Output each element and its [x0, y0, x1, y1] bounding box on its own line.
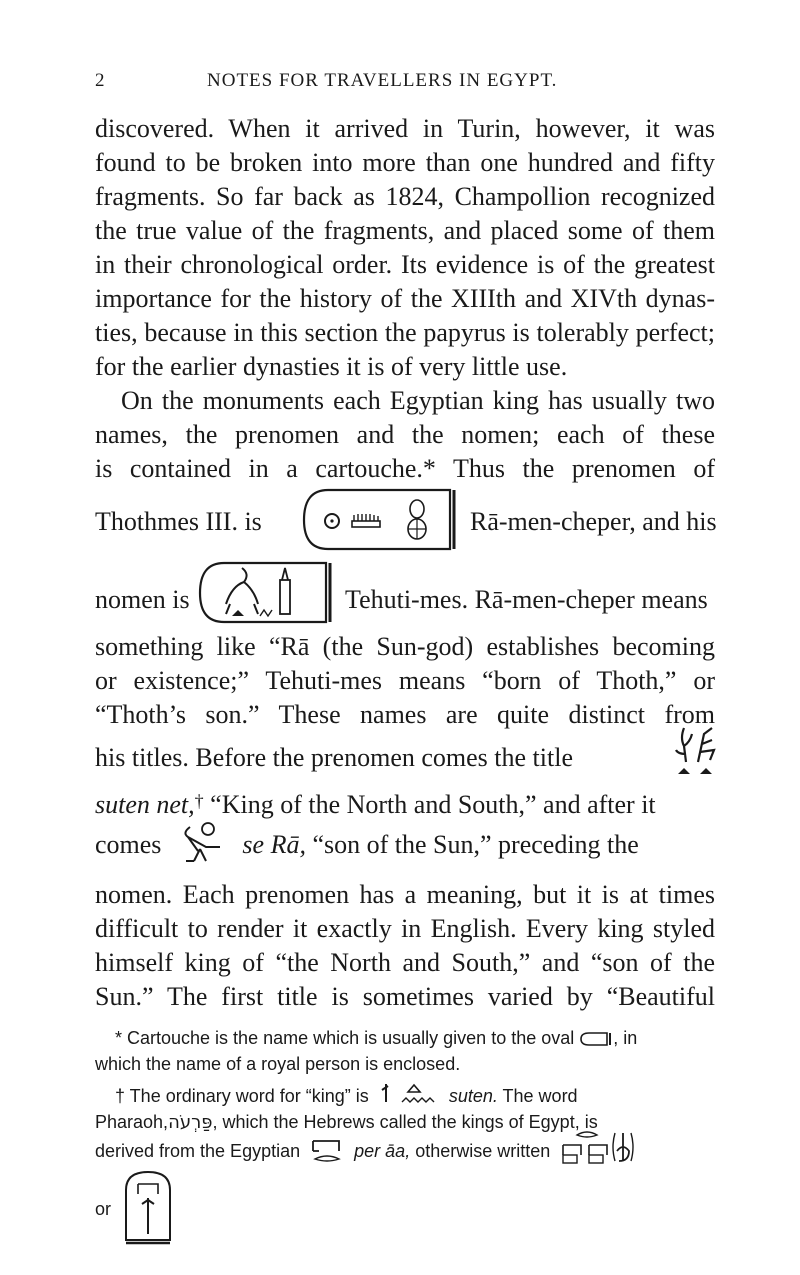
text-line: difficult to render it exactly in English. Every king styled [95, 914, 715, 943]
text-line: is contained in a cartouche.* Thus the prenomen of [95, 454, 715, 483]
per-aa-term: per āa, [354, 1141, 411, 1161]
text-line: something like “Rā (the Sun-god) establishes becoming [95, 632, 715, 661]
text-line: himself king of “the North and South,” and “son of the [95, 948, 715, 977]
text-segment: Pharaoh, [95, 1112, 169, 1132]
text-line: nomen. Each prenomen has a meaning, but it is at times [95, 880, 715, 909]
text-segment: The word [497, 1086, 578, 1106]
dagger-mark: † [194, 791, 204, 811]
se-ra-term: se Rā, [242, 830, 306, 859]
text-line: the true value of the fragments, and placed some of them [95, 216, 715, 245]
text-line: importance for the history of the XIIIth and XIVth dynas- [95, 284, 715, 313]
text-line: On the monuments each Egyptian king has usually two [121, 386, 715, 415]
text-line: fragments. So far back as 1824, Champollion recognized [95, 182, 715, 211]
prenomen-cartouche-icon [300, 487, 460, 553]
footnote-2-line-4 [95, 1196, 715, 1222]
suten-term: suten. [448, 1086, 498, 1106]
footnote-2-line-1 [95, 1083, 715, 1109]
cartouche-line-nomen-after: Tehuti-mes. Rā-men-cheper means [345, 585, 708, 614]
text-line: discovered. When it arrived in Turin, however, it was [95, 114, 715, 143]
text-line: “Thoth’s son.” These names are quite distinct from [95, 700, 715, 729]
text-line: or existence;” Tehuti-mes means “born of Thoth,” or [95, 666, 715, 695]
footnote-1-line-2: which the name of a royal person is enclosed. [95, 1054, 461, 1074]
page-number: 2 [95, 70, 106, 91]
suten-net-term: suten net, [95, 790, 195, 819]
per-aa-vertical-cartouche-icon [120, 1168, 176, 1246]
text-segment: or [95, 1199, 112, 1219]
cartouche-line-prenomen-after: Rā-men-cheper, and his [470, 507, 717, 536]
suten-net-hieroglyph-icon [674, 724, 716, 778]
text-segment: otherwise written [415, 1141, 551, 1161]
text-segment: , in [613, 1028, 638, 1048]
footnote-1-line-1 [95, 1025, 715, 1051]
text-segment: , which the Hebrews called the kings of Egypt, is [212, 1112, 598, 1132]
titles-line: his titles. Before the prenomen comes the title [95, 743, 573, 772]
text-line: in their chronological order. Its evidence is of the greatest [95, 250, 715, 279]
text-line: ties, because in this section the papyrus is tolerably perfect; [95, 318, 715, 347]
text-line: for the earlier dynasties it is of very little use. [95, 352, 568, 381]
text-segment: “King of the North and South,” and after it [203, 790, 656, 819]
text-line: Sun.” The first title is sometimes varied by “Beautiful [95, 982, 715, 1011]
se-ra-hieroglyph-icon [176, 819, 226, 865]
text-segment: * Cartouche is the name which is usually given to the oval [115, 1028, 575, 1048]
running-title: NOTES FOR TRAVELLERS IN EGYPT. [207, 70, 558, 91]
suten-line [95, 784, 715, 822]
se-ra-line [95, 828, 715, 865]
text-segment: comes [95, 830, 162, 859]
per-house-hieroglyph-icon [309, 1137, 345, 1163]
hebrew-pharaoh: פַּרְעֹה [168, 1112, 213, 1133]
footnote-2-line-3 [95, 1138, 715, 1165]
text-segment: † The ordinary word for “king” is [115, 1086, 369, 1106]
text-line: names, the prenomen and the nomen; each of these [95, 420, 715, 449]
text-segment: nomen is [95, 585, 190, 614]
per-aa-hieroglyph-group-icon [555, 1129, 639, 1165]
text-segment: Thothmes III. is [95, 507, 262, 536]
suten-hieroglyph-icon [378, 1082, 440, 1108]
nomen-cartouche-icon [196, 560, 336, 626]
text-segment: “son of the Sun,” preceding the [312, 830, 639, 859]
oval-cartouche-icon [579, 1030, 613, 1048]
text-line: found to be broken into more than one hundred and fifty [95, 148, 715, 177]
text-segment: derived from the Egyptian [95, 1141, 301, 1161]
